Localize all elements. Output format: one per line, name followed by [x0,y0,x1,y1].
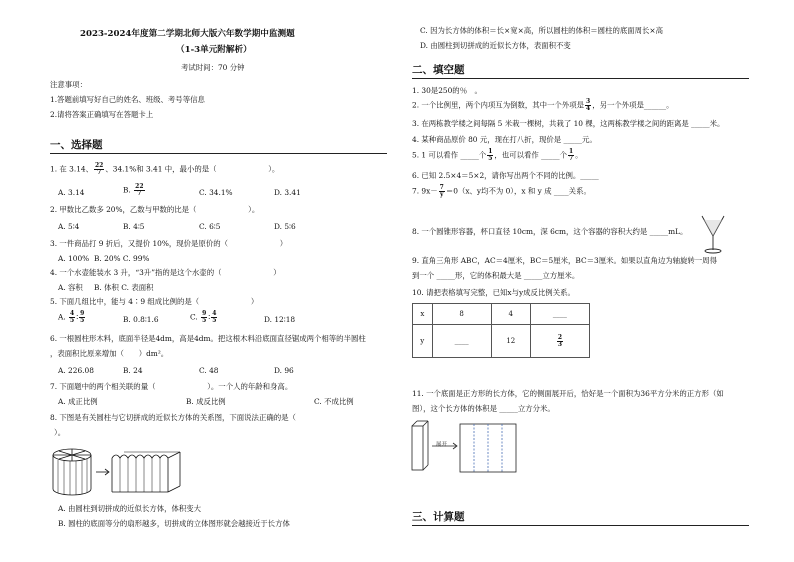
table-row [413,325,590,358]
table-cell[interactable]: ____ [432,325,491,358]
table-cell: 8 [432,304,491,325]
question-7: 7. 下面题中的两个相关联的量（ ）。一个人的年龄和身高。 [50,382,293,391]
cylinder-to-cuboid-figure [50,446,190,498]
section1-heading: 一、选择题 [50,139,103,151]
table-row [413,304,590,325]
section-divider [412,78,749,79]
proportion-table [412,303,590,358]
option-c[interactable]: C. 48 [199,366,219,375]
unfold-label: 展开 [436,442,448,448]
cuboid-unfold-figure [410,418,525,474]
fill-question-3: 3. 在两栋教学楼之间每隔 5 米栽一棵树，共栽了 10 棵，这两栋教学楼之间的距离是 _____米。 [412,119,725,128]
option-b[interactable]: B. 4∶5 [123,222,145,231]
fill-question-6: 6. 已知 2.5×4＝5×2，请你写出两个不同的比例。_____ [412,171,599,180]
option-d[interactable]: D. 由圆柱到切拼成的近似长方体，表面积不变 [420,41,571,50]
option-a[interactable]: A. $\frac{4}{5}$ ∶ $\frac{9}{5}$ [58,310,85,324]
question-5: 5. 下面几组比中，能与 4∶9 组成比例的是（ ） [50,297,259,306]
question-3: 3. 一件商品打 9 折后，又提价 10%，现价是原价的（ ） [50,239,288,248]
option-b[interactable]: B. 20% C. 99% [94,254,150,263]
question-4: 4. 一个水壶能装水 3 升，“3升”指的是这个水壶的（ ） [50,268,281,277]
option-a[interactable]: A. 100% [58,254,90,263]
option-a[interactable]: A. 成正比例 [58,397,98,406]
option-a[interactable]: A. 226.08 [58,366,94,375]
fill-question-2: 2. 一个比例里，两个内项互为倒数，其中一个外项是 $\frac{3}{4}$ ，另一个外项是______。 [412,98,674,112]
option-a[interactable]: A. 由圆柱到切拼成的近似长方体，体积变大 [58,504,202,513]
page-title: 2023-2024年度第二学期北师大版六年数学期中监测题 [80,29,295,39]
fill-question-8: 8. 一个圆锥形容器，杯口直径 10cm，深 6cm，这个容器的容积大约是 _____mL。 [412,227,688,236]
option-c[interactable]: C. 不成比例 [314,397,354,406]
notice-2: 2.请将答案正确填写在答题卡上 [50,110,154,119]
option-c[interactable]: C. $\frac{9}{5}$ ∶ $\frac{4}{5}$ [190,310,217,324]
fill-question-9-line-1: 9. 直角三角形 ABC，AC＝4厘米，BC＝5厘米，BC＝3厘米。如果以直角边为轴旋转一周得 [412,256,717,265]
fill-question-11-line-2: 图），这个长方体的体积是 _____立方分米。 [412,404,555,413]
notice-title: 注意事项： [50,80,87,89]
option-b[interactable]: B. $\frac{22}{7}$ [123,183,144,197]
table-cell[interactable]: ____ [530,304,589,325]
question-2: 2. 甲数比乙数多 20%，乙数与甲数的比是（ ）。 [50,205,260,214]
table-cell: y [413,325,433,358]
section-divider [50,153,387,154]
option-b[interactable]: B. 24 [123,366,143,375]
option-a[interactable]: A. 容积 [58,283,83,292]
fill-question-7: 7. 9x－ $\frac{7}{y}$ ＝0（x、y均不为 0），x 和 y 成 ____关系。 [412,184,591,198]
fill-question-5: 5. 1 可以看作 _____个 $\frac{1}{5}$ ，也可以看作 _____个 $\frac{1}{7}$ 。 [412,148,583,162]
fill-question-11-line-1: 11. 一个底面是正方形的长方体，它的侧面展开后，恰好是一个面积为36平方分米的正方形（如 [412,389,724,398]
option-c[interactable]: C. 6∶5 [199,222,221,231]
fill-question-4: 4. 某种商品原价 80 元，现在打八折，现价是 _____元。 [412,135,597,144]
table-cell: 12 [491,325,530,358]
cone-cup-figure [700,214,726,254]
fill-question-9-line-2: 到一个 _____形，它的体积最大是 _____立方厘米。 [412,271,580,280]
section-divider [412,525,749,526]
option-b[interactable]: B. 体积 C. 表面积 [94,283,154,292]
section2-heading: 二、填空题 [412,64,465,76]
question-6-line-1: 6. 一根圆柱形木料，底面半径是4dm，高是4dm。把这根木料沿底面直径锯成两个相等的半圆柱 [50,334,366,343]
option-c[interactable]: C. 因为长方体的体积＝长×宽×高，所以圆柱的体积＝圆柱的底面周长×高 [420,26,663,35]
option-d[interactable]: D. 5∶6 [274,222,296,231]
section3-heading: 三、计算题 [412,511,465,523]
option-d[interactable]: D. 3.41 [274,188,301,197]
question-8-line-1: 8. 下图是有关圆柱与它切拼成的近似长方体的关系图，下面说法正确的是（ [50,413,296,422]
question-8-line-2: ）。 [54,428,66,437]
option-a[interactable]: A. 3.14 [58,188,85,197]
table-cell: x [413,304,433,325]
table-cell: 4 [491,304,530,325]
question-6-line-2: ，表面积比原来增加（ ）dm²。 [50,349,169,358]
notice-1: 1.答题前填写好自己的姓名、班级、考号等信息 [50,95,205,104]
page-subtitle: （1-3单元附解析） [176,45,252,55]
option-d[interactable]: D. 12∶18 [264,315,296,324]
option-d[interactable]: D. 96 [274,366,294,375]
option-a[interactable]: A. 5∶4 [58,222,80,231]
option-b[interactable]: B. 圆柱的底面等分的扇形越多，切拼成的立体图形就会越接近于长方体 [58,519,290,528]
exam-time: 考试时间：70 分钟 [181,63,245,72]
fill-question-10: 10. 请把表格填写完整，已知x与y成反比例关系。 [412,288,575,297]
fill-question-1: 1. 30是250的％ 。 [412,86,482,95]
table-cell: $\frac{2}{3}$ [530,325,589,358]
question-1: 1. 在 3.14、 $\frac{22}{7}$ 、34.1%和 3.41 中，最小的是（ ）。 [50,162,280,176]
option-c[interactable]: C. 34.1% [199,188,233,197]
option-b[interactable]: B. 成反比例 [186,397,226,406]
option-b[interactable]: B. 0.8∶1.6 [123,315,159,324]
